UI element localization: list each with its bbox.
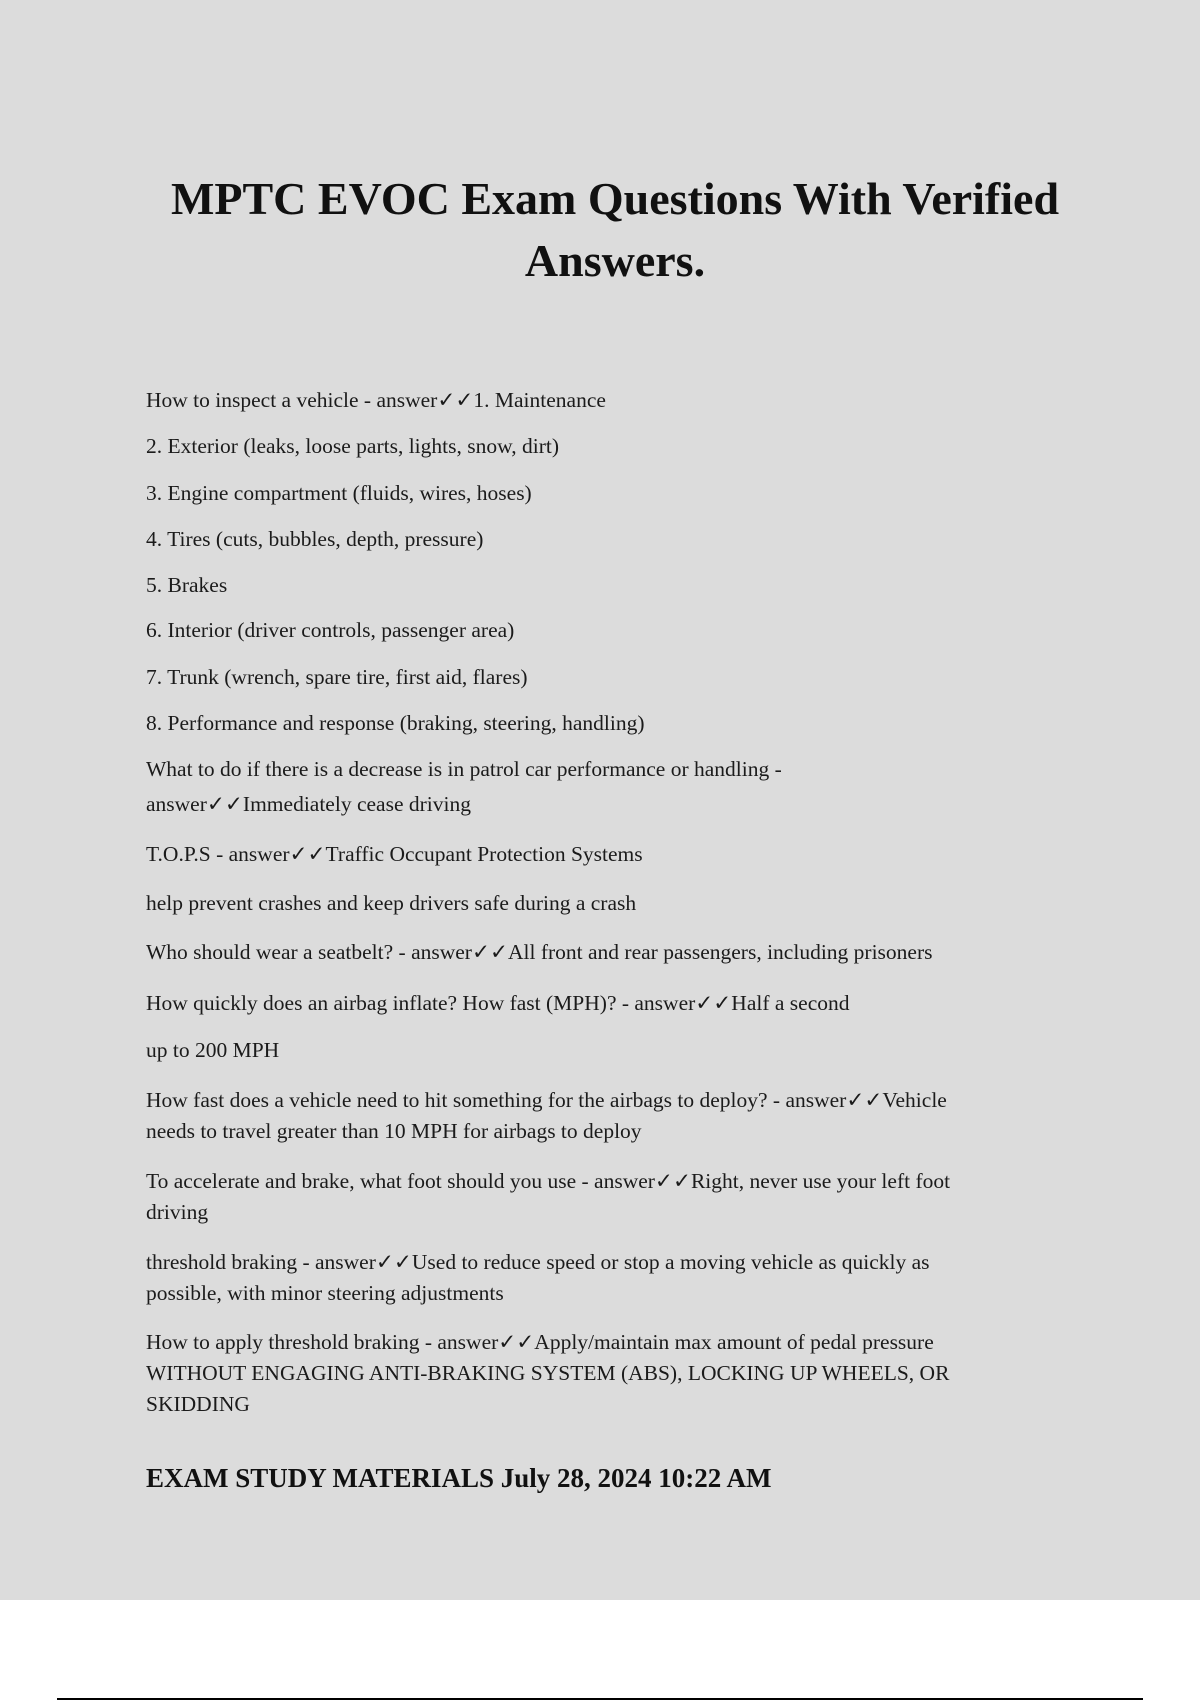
text-line: 4. Tires (cuts, bubbles, depth, pressure) [146,527,484,551]
text-line: driving [146,1200,209,1224]
text-line: 2. Exterior (leaks, loose parts, lights, snow, dirt) [146,434,560,458]
document-title [130,168,1100,292]
text-line: threshold braking - answer✓✓Used to reduce speed or stop a moving vehicle as quickly as [146,1250,930,1274]
text-line: needs to travel greater than 10 MPH for airbags to deploy [146,1119,642,1143]
text-line: 6. Interior (driver controls, passenger area) [146,618,515,642]
text-line: What to do if there is a decrease is in patrol car performance or handling - [146,757,782,781]
text-line: help prevent crashes and keep drivers safe during a crash [146,891,637,915]
text-line: possible, with minor steering adjustments [146,1281,504,1305]
text-line: 8. Performance and response (braking, steering, handling) [146,711,645,735]
text-line: answer✓✓Immediately cease driving [146,792,471,816]
text-line: 7. Trunk (wrench, spare tire, first aid, flares) [146,665,528,689]
footer-note: EXAM STUDY MATERIALS July 28, 2024 10:22 AM [146,1463,772,1493]
title-line-1: MPTC EVOC Exam Questions With Verified [170,173,1060,224]
text-line: SKIDDING [146,1392,250,1416]
text-line: How to inspect a vehicle - answer✓✓1. Maintenance [146,388,606,412]
text-line: 5. Brakes [146,573,228,597]
text-line: T.O.P.S - answer✓✓Traffic Occupant Protection Systems [146,842,643,866]
title-line-2: Answers. [524,235,706,286]
text-line: Who should wear a seatbelt? - answer✓✓All front and rear passengers, including prisoners [146,940,933,964]
text-line: To accelerate and brake, what foot should you use - answer✓✓Right, never use your left foot [146,1169,951,1193]
text-line: WITHOUT ENGAGING ANTI-BRAKING SYSTEM (ABS), LOCKING UP WHEELS, OR [146,1361,950,1385]
text-line: up to 200 MPH [146,1038,280,1062]
text-line: How fast does a vehicle need to hit something for the airbags to deploy? - answer✓✓Vehicle [146,1088,947,1112]
text-line: 3. Engine compartment (fluids, wires, hoses) [146,481,532,505]
text-line: How to apply threshold braking - answer✓✓Apply/maintain max amount of pedal pressure [146,1330,934,1354]
text-line: How quickly does an airbag inflate? How fast (MPH)? - answer✓✓Half a second [146,991,850,1015]
